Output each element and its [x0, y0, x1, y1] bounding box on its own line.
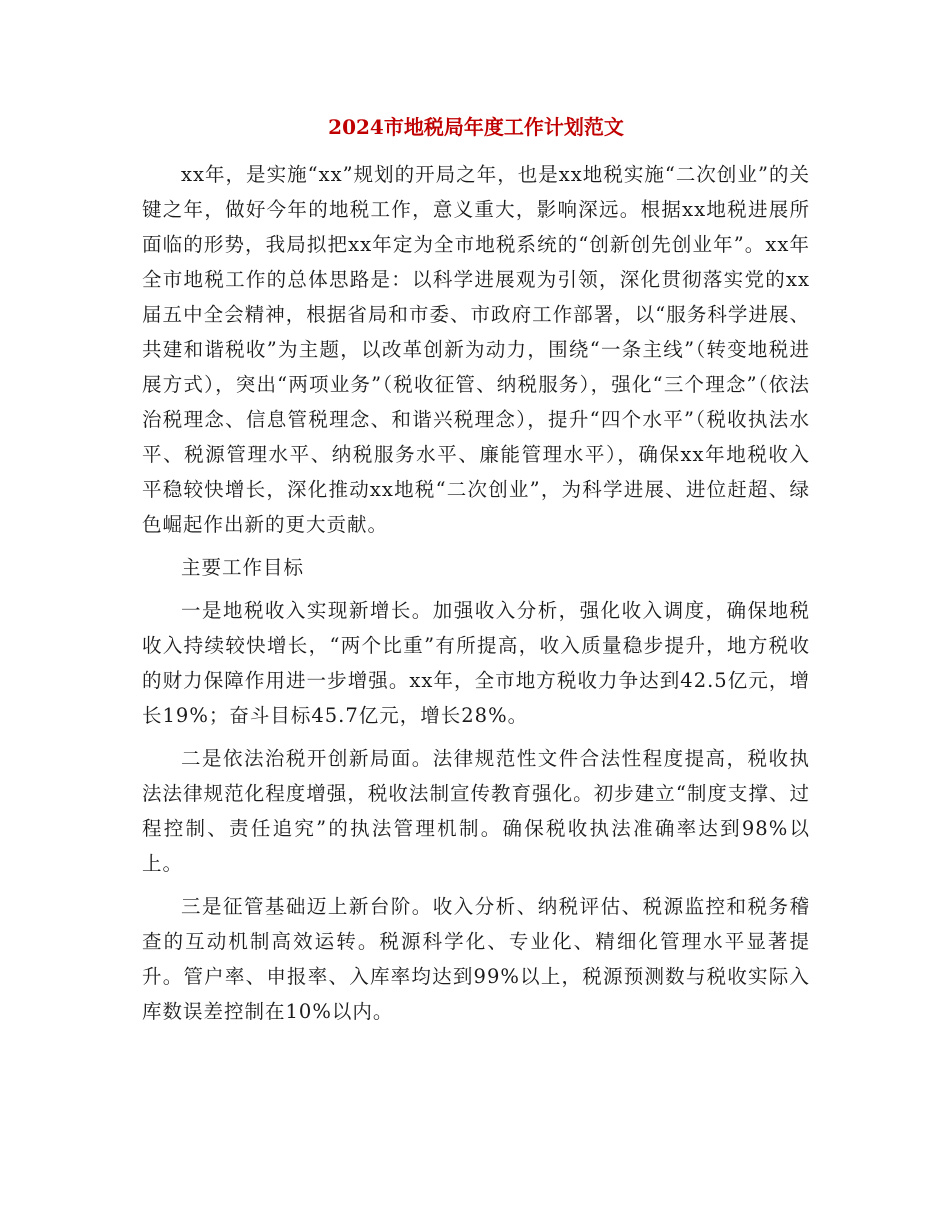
- paragraph-goal-rule-of-law: 二是依法治税开创新局面。法律规范性文件合法性程度提高，税收执法法律规范化程度增强，税收法制宣传教育强化。初步建立“制度支撑、过程控制、责任追究”的执法管理机制。确保税收执法准确率达到98%以上。: [142, 747, 810, 875]
- paragraph-section-heading: 主要工作目标: [181, 556, 305, 579]
- paragraph-overview: xx年，是实施“xx”规划的开局之年，也是xx地税实施“二次创业”的关键之年，做好今年的地税工作，意义重大，影响深远。根据xx地税进展所面临的形势，我局拟把xx年定为全市地税系统的“创新创先创业年”。xx年全市地税工作的总体思路是：以科学进展观为引领，深化贯彻落实党的xx届五中全会精神，根据省局和市委、市政府工作部署，以“服务科学进展、共建和谐税收”为主题，以改革创新为动力，围绕“一条主线”（转变地税进展方式），突出“两项业务”（税收征管、纳税服务），强化“三个理念”（依法治税理念、信息管税理念、和谐兴税理念），提升“四个水平”（税收执法水平、税源管理水平、纳税服务水平、廉能管理水平），确保xx年地税收入平稳较快增长，深化推动xx地税“二次创业”，为科学进展、进位赶超、绿色崛起作出新的更大贡献。: [142, 163, 810, 536]
- paragraph-goal-revenue: 一是地税收入实现新增长。加强收入分析，强化收入调度，确保地税收入持续较快增长，“两个比重”有所提高，收入质量稳步提升，地方税收的财力保障作用进一步增强。xx年，全市地方税收力争达到42.5亿元，增长19%；奋斗目标45.7亿元，增长28%。: [142, 599, 810, 727]
- paragraph-goal-collection: 三是征管基础迈上新台阶。收入分析、纳税评估、税源监控和税务稽查的互动机制高效运转。税源科学化、专业化、精细化管理水平显著提升。管户率、申报率、入库率均达到99%以上，税源预测数与税收实际入库数误差控制在10%以内。: [142, 895, 810, 1023]
- document-title: 2024市地税局年度工作计划范文: [328, 115, 624, 139]
